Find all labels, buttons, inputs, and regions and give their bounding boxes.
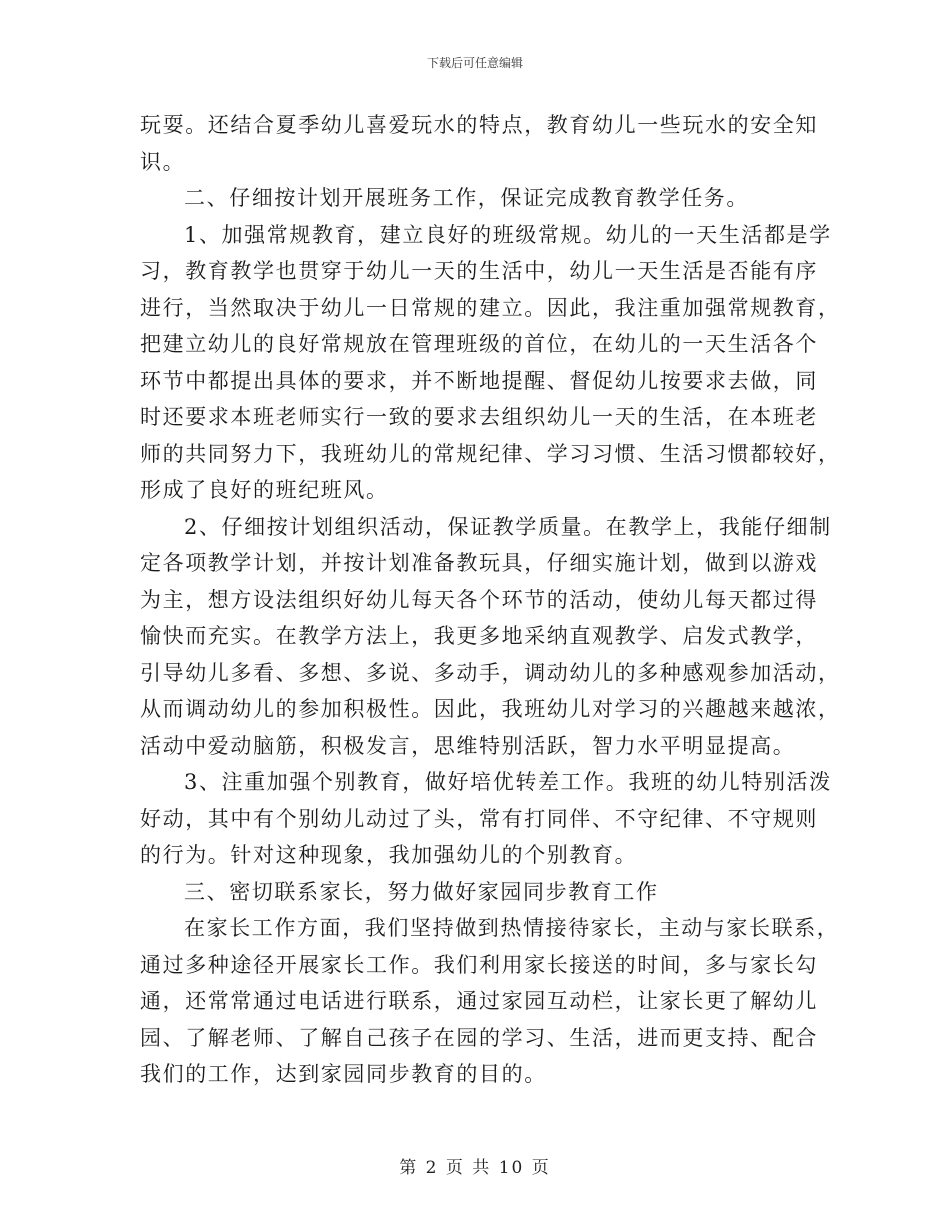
text-line: 进行，当然取决于幼儿一日常规的建立。因此，我注重加强常规教育， [140,295,841,320]
text-line: 活动中爱动脑筋，积极发言，思维特别活跃，智力水平明显提高。 [140,733,796,758]
text-line: 环节中都提出具体的要求，并不断地提醒、督促幼儿按要求去做，同 [140,368,818,393]
page-header: 下载后可任意编辑 [426,56,523,70]
text-line: 从而调动幼儿的参加积极性。因此，我班幼儿对学习的兴趣越来越浓， [140,697,841,721]
text-line: 为主，想方设法组织好幼儿每天各个环节的活动，使幼儿每天都过得 [140,587,818,612]
text-line: 2、仔细按计划组织活动，保证教学质量。在教学上，我能仔细制 [184,514,832,539]
text-line: 愉快而充实。在教学方法上，我更多地采纳直观教学、启发式教学， [140,624,818,648]
text-line: 形成了良好的班纪班风。 [140,478,389,502]
text-line: 玩耍。还结合夏季幼儿喜爱玩水的特点，教育幼儿一些玩水的安全知 [140,113,818,137]
text-line: 3、注重加强个别教育，做好培优转差工作。我班的幼儿特别活泼 [184,770,832,794]
text-line: 1、加强常规教育，建立良好的班级常规。幼儿的一天生活都是学 [184,222,832,247]
page-footer: 第 2 页 共 10 页 [399,1158,551,1178]
section-heading: 三、密切联系家长，努力做好家园同步教育工作 [184,879,659,904]
text-line: 好动，其中有个别幼儿动过了头，常有打同伴、不守纪律、不守规则 [140,806,818,831]
section-heading: 二、仔细按计划开展班务工作，保证完成教育教学任务。 [184,186,749,210]
text-line: 识。 [140,149,186,174]
text-line: 的行为。针对这种现象，我加强幼儿的个别教育。 [140,843,638,867]
body-text [140,107,841,1093]
text-line: 我们的工作，达到家园同步教育的目的。 [140,1062,547,1086]
text-line: 通，还常常通过电话进行联系，通过家园互动栏，让家长更了解幼儿 [140,989,818,1013]
text-line: 习，教育教学也贯穿于幼儿一天的生活中，幼儿一天生活是否能有序 [140,259,818,283]
text-line: 引导幼儿多看、多想、多说、多动手，调动幼儿的多种感观参加活动， [140,660,841,685]
text-line: 园、了解老师、了解自己孩子在园的学习、生活，进而更支持、配合 [140,1025,818,1050]
text-line: 通过多种途径开展家长工作。我们利用家长接送的时间，多与家长勾 [140,952,818,977]
text-line: 在家长工作方面，我们坚持做到热情接待家长，主动与家长联系， [184,916,840,940]
text-line: 把建立幼儿的良好常规放在管理班级的首位，在幼儿的一天生活各个 [140,332,818,356]
text-line: 师的共同努力下，我班幼儿的常规纪律、学习习惯、生活习惯都较好， [140,441,841,466]
text-line: 时还要求本班老师实行一致的要求去组织幼儿一天的生活，在本班老 [140,405,818,429]
text-line: 定各项教学计划，并按计划准备教玩具，仔细实施计划，做到以游戏 [140,551,818,575]
